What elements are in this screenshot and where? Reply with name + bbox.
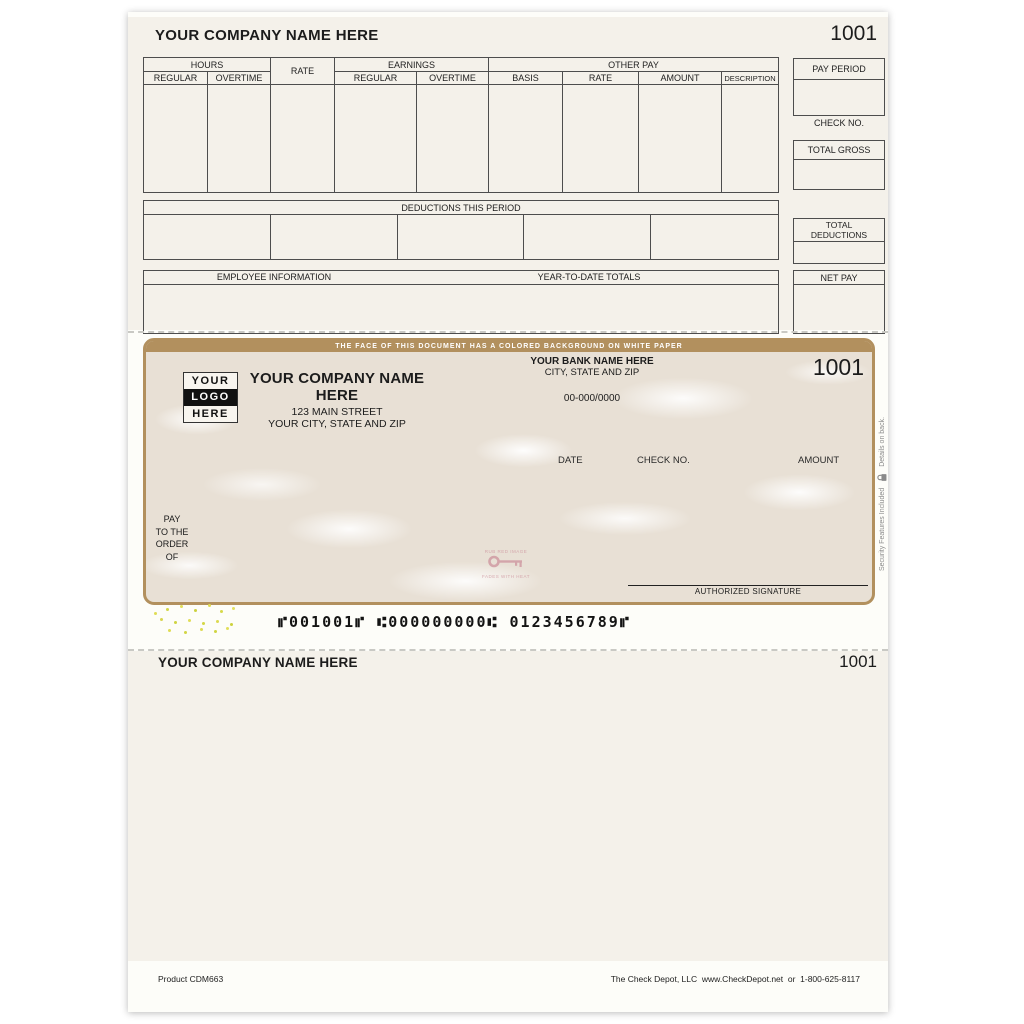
deductions-columns	[144, 214, 778, 259]
table-cell-empty	[417, 85, 489, 192]
signature-area	[628, 585, 868, 596]
details-on-back-text: Details on back.	[878, 416, 886, 467]
seal-text-top: RUB RED IMAGE	[484, 549, 528, 554]
employee-info-header	[144, 271, 778, 285]
stub-company-name: YOUR COMPANY NAME HERE	[155, 27, 379, 44]
employee-info-label: EMPLOYEE INFORMATION	[216, 272, 332, 282]
header-other-pay: OTHER PAY	[489, 58, 778, 72]
header-rate: RATE	[271, 58, 335, 85]
table-cell-empty	[489, 85, 563, 192]
padlock-icon	[877, 473, 887, 482]
total-deductions-box	[793, 218, 885, 264]
deduction-cell-empty	[144, 214, 271, 259]
deduction-cell-empty	[271, 214, 398, 259]
table-cell-empty	[563, 85, 639, 192]
table-cell-empty	[335, 85, 417, 192]
table-cell-empty	[208, 85, 271, 192]
key-icon	[488, 554, 524, 569]
header-earnings-regular: REGULAR	[335, 72, 417, 85]
ytd-totals-label: YEAR-TO-DATE TOTALS	[537, 272, 641, 282]
heat-sensitive-key-seal	[473, 549, 539, 597]
logo-line3: HERE	[192, 407, 229, 420]
table-cell-empty	[144, 85, 208, 192]
pay-period-label: PAY PERIOD	[794, 59, 884, 80]
total-deductions-label-line2: DEDUCTIONS	[810, 230, 868, 240]
bank-fraction: 00-000/0000	[563, 393, 621, 404]
security-dots	[154, 612, 157, 615]
total-gross-box	[793, 140, 885, 190]
payee-line4: OF	[165, 551, 179, 562]
bottom-panel-background	[128, 651, 888, 961]
header-earnings: EARNINGS	[335, 58, 489, 72]
check-company-city: YOUR CITY, STATE AND ZIP	[268, 418, 406, 430]
check-no-label: CHECK NO.	[813, 118, 864, 128]
deduction-cell-empty	[398, 214, 525, 259]
header-earnings-overtime: OVERTIME	[417, 72, 489, 85]
table-cell-empty	[639, 85, 722, 192]
product-code: Product CDM663	[158, 974, 224, 984]
total-gross-label: TOTAL GROSS	[794, 141, 884, 160]
header-basis: BASIS	[489, 72, 563, 85]
deduction-cell-empty	[651, 214, 778, 259]
bank-block	[492, 356, 692, 404]
check-no-label-on-check: CHECK NO.	[637, 455, 690, 466]
earnings-table	[143, 57, 779, 193]
perforation-line-top	[128, 331, 888, 333]
deductions-box	[143, 200, 779, 260]
payee-line1: PAY	[163, 514, 181, 524]
check-company-street: 123 MAIN STREET	[291, 406, 383, 418]
security-features-text: Security Features Included	[878, 487, 886, 572]
payee-line3: ORDER	[155, 539, 189, 549]
table-cell-empty	[722, 85, 778, 192]
net-pay-box	[793, 270, 885, 334]
micr-line: ⑈001001⑈ ⑆000000000⑆ 0123456789⑈	[278, 613, 631, 631]
seal-text-bottom: FADES WITH HEAT	[482, 574, 530, 579]
logo-line2: LOGO	[184, 389, 237, 405]
bottom-company-name: YOUR COMPANY NAME HERE	[158, 655, 358, 670]
header-description: DESCRIPTION	[722, 72, 778, 85]
date-label: DATE	[558, 455, 583, 466]
header-hours-overtime: OVERTIME	[208, 72, 271, 85]
check-company-name: YOUR COMPANY NAME HERE	[249, 370, 425, 404]
table-cell-empty	[271, 85, 335, 192]
vendor-info: The Check Depot, LLC www.CheckDepot.net or 1-800-625-8117	[610, 974, 860, 984]
deductions-title: DEDUCTIONS THIS PERIOD	[144, 201, 778, 215]
check-company-block	[230, 370, 444, 430]
employee-info-box	[143, 270, 779, 334]
check-number: 1001	[812, 354, 864, 380]
check-body	[143, 338, 875, 605]
check-top-notice: THE FACE OF THIS DOCUMENT HAS A COLORED BACKGROUND ON WHITE PAPER	[146, 341, 872, 352]
bank-name: YOUR BANK NAME HERE	[530, 356, 654, 367]
pay-to-the-order-of-label	[148, 513, 196, 563]
deduction-cell-empty	[524, 214, 651, 259]
amount-label: AMOUNT	[798, 455, 840, 466]
perforation-line-bottom	[128, 649, 888, 651]
security-side-text	[876, 379, 888, 609]
header-hours-regular: REGULAR	[144, 72, 208, 85]
bottom-check-number: 1001	[839, 652, 877, 671]
header-amount: AMOUNT	[639, 72, 722, 85]
stub-check-number: 1001	[830, 22, 877, 45]
pay-period-box	[793, 58, 885, 116]
net-pay-label: NET PAY	[794, 271, 884, 285]
total-deductions-label-line1: TOTAL	[825, 220, 853, 230]
authorized-signature-label: AUTHORIZED SIGNATURE	[694, 587, 802, 596]
bank-city: CITY, STATE AND ZIP	[544, 367, 640, 378]
check-sheet	[128, 12, 888, 1012]
header-hours: HOURS	[144, 58, 271, 72]
payee-line2: TO THE	[155, 526, 189, 537]
logo-line1: YOUR	[191, 375, 230, 387]
header-other-rate: RATE	[563, 72, 639, 85]
